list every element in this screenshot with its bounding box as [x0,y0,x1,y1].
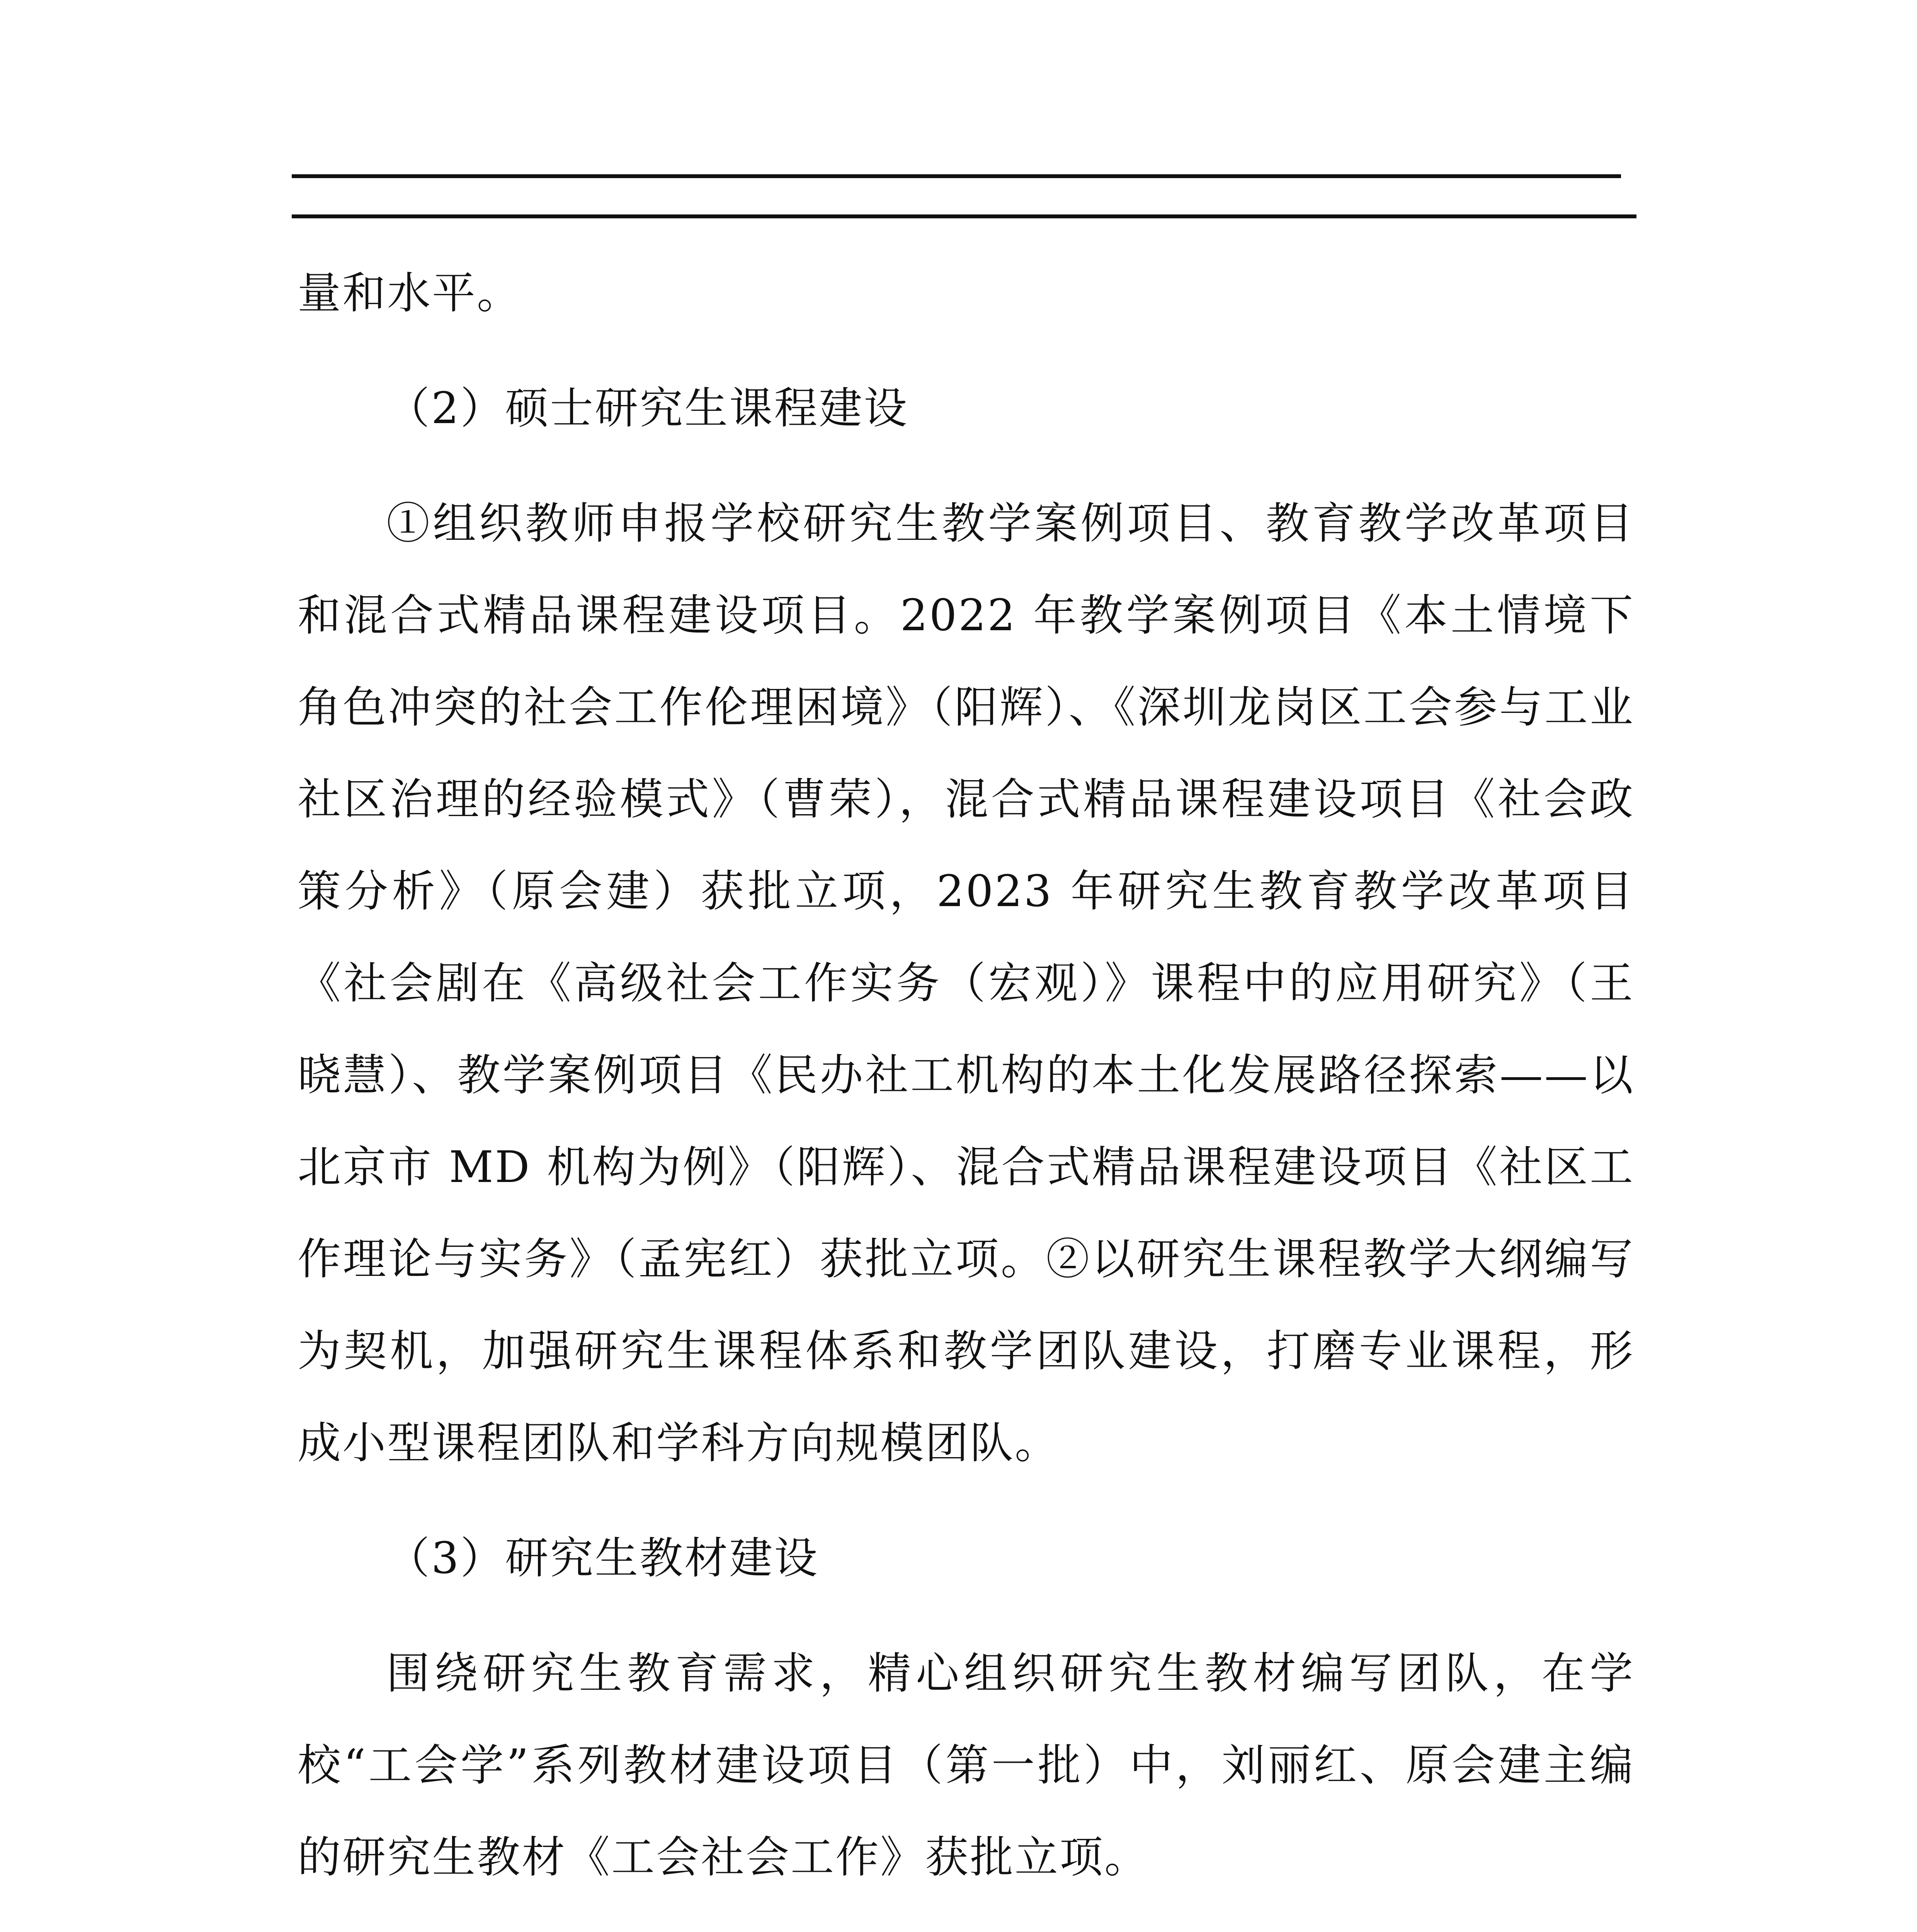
paragraph-textbook: 围绕研究生教育需求，精心组织研究生教材编写团队，在学校“工会学”系列教材建设项目（第一批）中，刘丽红、原会建主编的研究生教材《工会社会工作》获批立项。 [298,1648,1635,1883]
paragraph-continuation: 量和水平。 [298,268,522,318]
header-rule-bottom [292,214,1636,218]
heading-textbook-construction: （3）研究生教材建设 [386,1533,819,1583]
heading-master-course-construction: （2）硕士研究生课程建设 [386,383,909,434]
section-heading-supervisor-guidance [298,1919,1635,1932]
header-rule-top [292,174,1621,178]
page-body [298,247,1635,1932]
paragraph-course-projects: ①组织教师申报学校研究生教学案例项目、教育教学改革项目和混合式精品课程建设项目。2022 年教学案例项目《本土情境下角色冲突的社会工作伦理困境》（阳辉）、《深圳龙岗区工会参与工业社区治理的经验模式》（曹荣），混合式精品课程建设项目《社会政策分析》（原会建）获批立项，2023 年研究生教育教学改革项目《社会剧在《高级社会工作实务（宏观）》课程中的应用研究》（王晓慧）、教学案例项目《民办社工机构的本土化发展路径探索——以北京市 MD 机构为例》（阳辉）、混合式精品课程建设项目《社区工作理论与实务》（孟宪红）获批立项。②以研究生课程教学大纲编写为契机，加强研究生课程体系和教学团队建设，打磨专业课程，形成小型课程团队和学科方向规模团队。 [298,498,1635,1468]
